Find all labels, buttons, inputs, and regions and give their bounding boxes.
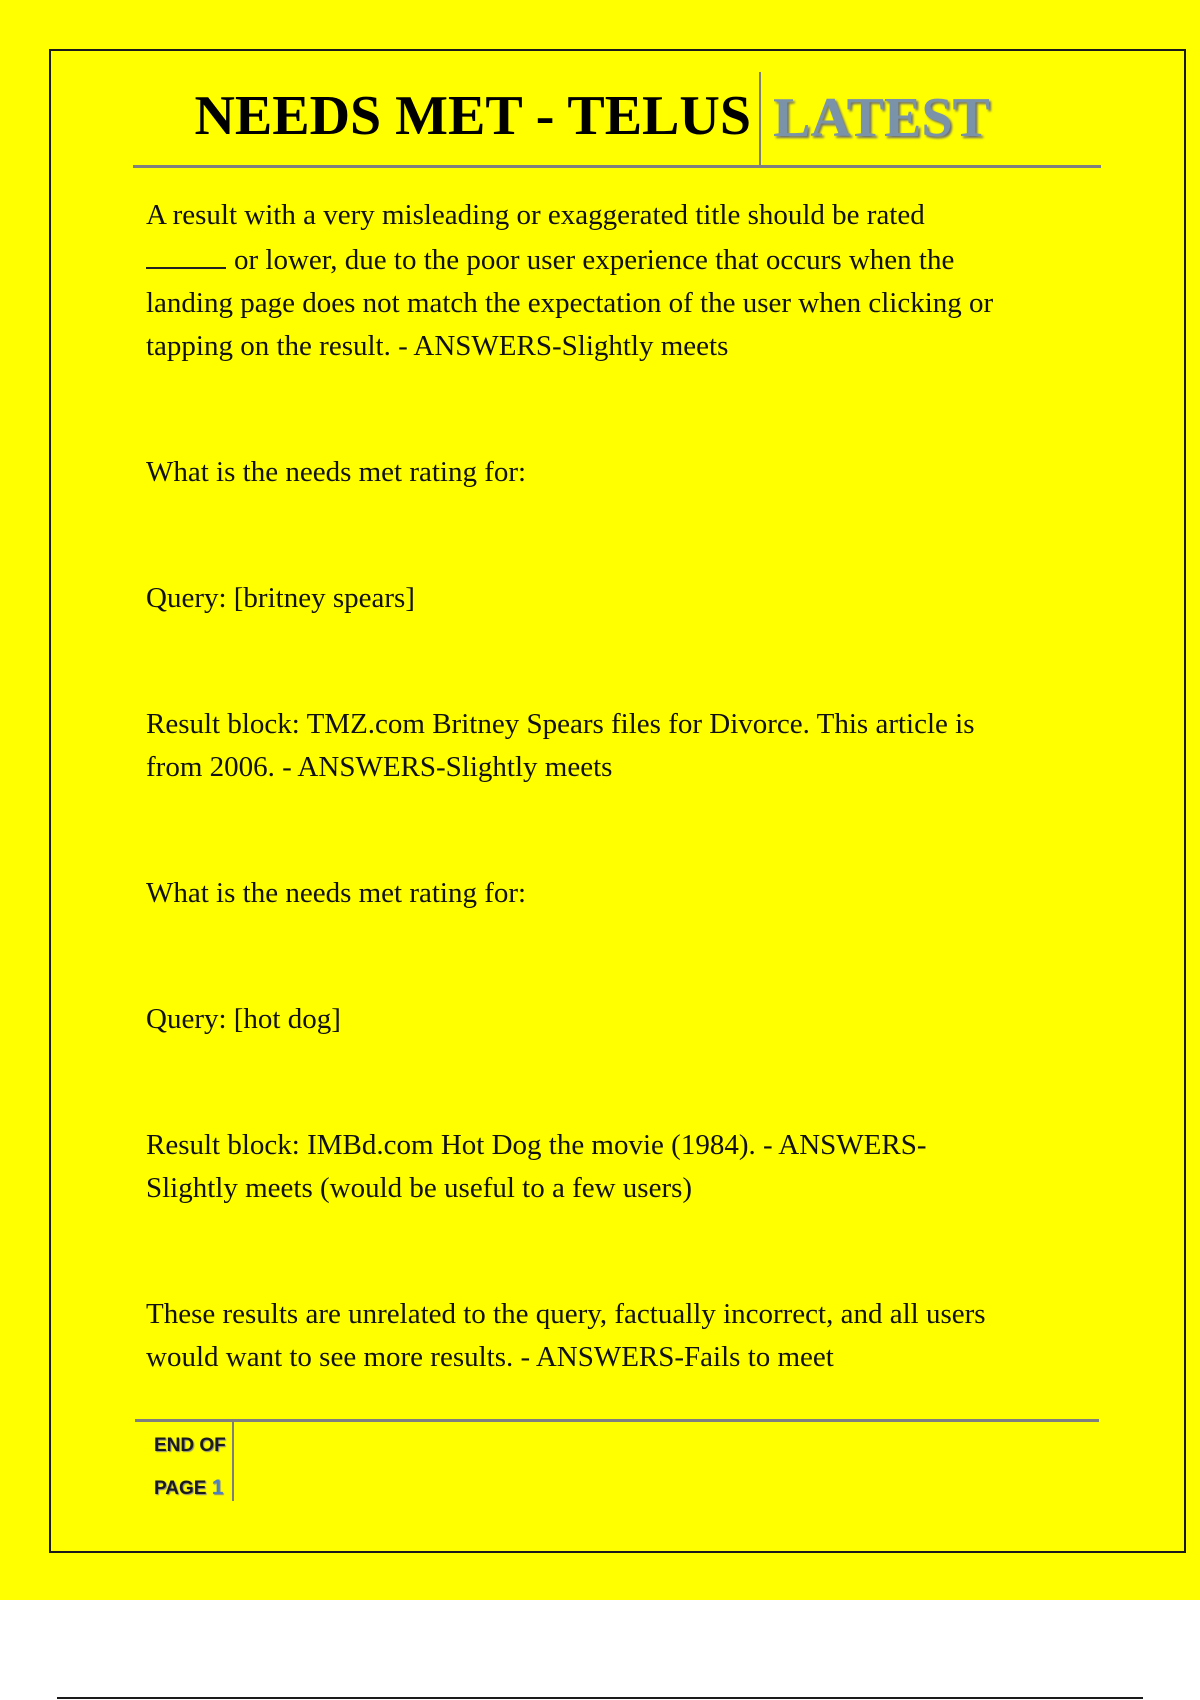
question-1 [146,194,1096,368]
question-1-line-2: or lower, due to the poor user experience that occurs when the [234,244,955,276]
page-footer [154,1425,226,1510]
question-1-line-4: tapping on the result. - ANSWERS-Slightly meets [146,330,729,362]
question-2-result [146,703,1096,789]
question-3-result [146,1124,1096,1210]
document-body [146,194,1096,1379]
question-3-query: Query: [hot dog] [146,1003,341,1035]
question-2-query: Query: [britney spears] [146,582,415,614]
question-4-line-1: These results are unrelated to the query, factually incorrect, and all users [146,1298,986,1330]
question-1-line-1: A result with a very misleading or exaggerated title should be rated [146,199,925,231]
page-header [133,72,1101,168]
question-2-result-line-2: from 2006. - ANSWERS-Slightly meets [146,751,613,783]
question-3-prompt: What is the needs met rating for: [146,877,527,909]
bottom-rule [57,1697,1143,1699]
question-4-line-2: would want to see more results. - ANSWERS-Fails to meet [146,1341,834,1373]
question-3-result-line-1: Result block: IMBd.com Hot Dog the movie (1984). - ANSWERS- [146,1129,927,1161]
header-title: NEEDS MET - TELUS [194,85,751,147]
page-number: 1 [211,1476,224,1499]
question-2-prompt: What is the needs met rating for: [146,456,527,488]
footer-page [154,1467,226,1510]
footer-divider [232,1422,234,1501]
fill-in-blank [146,237,226,269]
question-4 [146,1293,1096,1379]
footer-rule [135,1419,1099,1422]
question-2-result-line-1: Result block: TMZ.com Britney Spears files for Divorce. This article is [146,708,975,740]
footer-page-label: PAGE [154,1478,207,1499]
question-1-line-3: landing page does not match the expectation of the user when clicking or [146,287,994,319]
header-subtitle-latest: LATEST [773,87,990,149]
question-3-result-line-2: Slightly meets (would be useful to a few users) [146,1172,693,1204]
footer-end-of: END OF [154,1435,226,1456]
header-divider [759,72,761,168]
